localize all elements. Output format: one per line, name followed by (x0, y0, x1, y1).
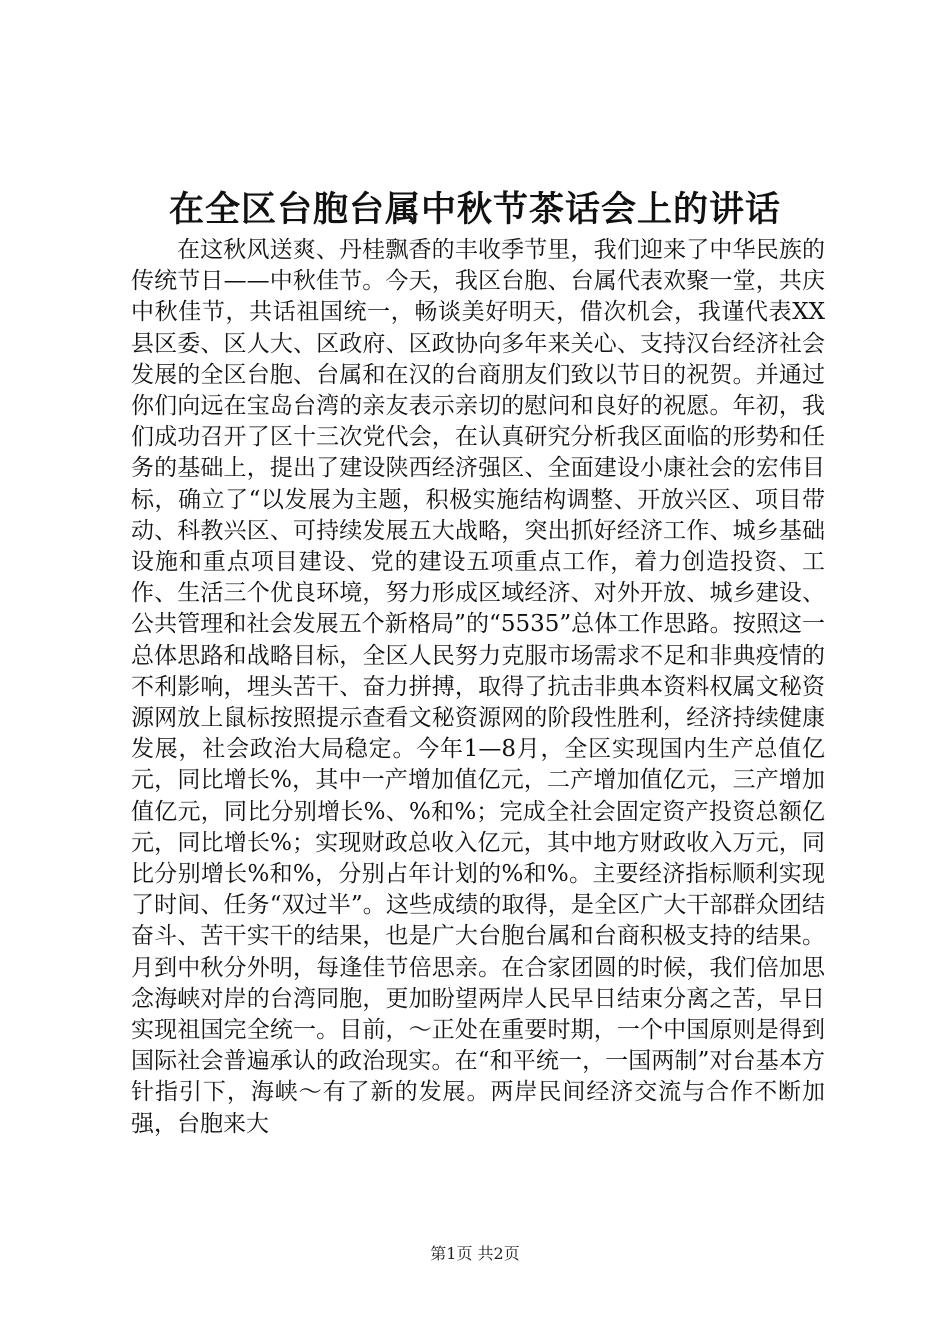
document-title: 在全区台胞台属中秋节茶话会上的讲话 (168, 189, 781, 230)
document-body-paragraph: 在这秋风送爽、丹桂飘香的丰收季节里，我们迎来了中华民族的传统节日——中秋佳节。今天，我区台胞、台属代表欢聚一堂，共庆中秋佳节，共话祖国统一，畅谈美好明天，借次机会，我谨代表XX县区委、区人大、区政府、区政协向多年来关心、支持汉台经济社会发展的全区台胞、台属和在汉的台商朋友们致以节日的祝贺。并通过你们向远在宝岛台湾的亲友表示亲切的慰问和良好的祝愿。年初，我们成功召开了区十三次党代会，在认真研究分析我区面临的形势和任务的基础上，提出了建设陕西经济强区、全面建设小康社会的宏伟目标，确立了“以发展为主题，积极实施结构调整、开放兴区、项目带动、科教兴区、可持续发展五大战略，突出抓好经济工作、城乡基础设施和重点项目建设、党的建设五项重点工作，着力创造投资、工作、生活三个优良环境，努力形成区域经济、对外开放、城乡建设、公共管理和社会发展五个新格局”的“5535”总体工作思路。按照这一总体思路和战略目标，全区人民努力克服市场需求不足和非典疫情的不利影响，埋头苦干、奋力拼搏，取得了抗击非典本资料权属文秘资源网放上鼠标按照提示查看文秘资源网的阶段性胜利，经济持续健康发展，社会政治大局稳定。今年1—8月，全区实现国内生产总值亿元，同比增长%，其中一产增加值亿元，二产增加值亿元，三产增加值亿元，同比分别增长%、%和%；完成全社会固定资产投资总额亿元，同比增长%；实现财政总收入亿元，其中地方财政收入万元，同比分别增长%和%，分别占年计划的%和%。主要经济指标顺利实现了时间、任务“双过半”。这些成绩的取得，是全区广大干部群众团结奋斗、苦干实干的结果，也是广大台胞台属和台商积极支持的结果。月到中秋分外明，每逢佳节倍思亲。在合家团圆的时候，我们倍加思念海峡对岸的台湾同胞，更加盼望两岸人民早日结束分离之苦，早日实现祖国完全统一。目前，～正处在重要时期，一个中国原则是得到国际社会普遍承认的政治现实。在“和平统一，一国两制”对台基本方针指引下，海峡～有了新的发展。两岸民间经济交流与合作不断加强，台胞来大 (131, 237, 825, 1137)
page-number-footer: 第1页 共2页 (430, 1244, 520, 1263)
